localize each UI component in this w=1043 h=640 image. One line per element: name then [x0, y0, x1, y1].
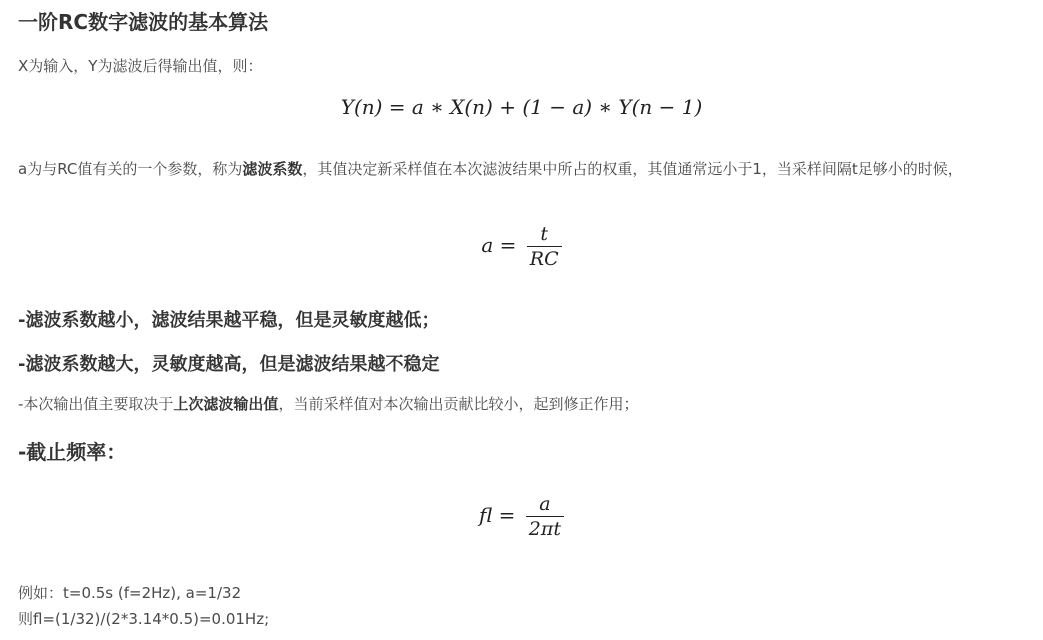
fraction-denominator: RC [529, 248, 559, 270]
coefficient-text-after: ，其值决定新采样值在本次滤波结果中所占的权重，其值通常远小于1，当采样间隔t足够小的时候， [302, 160, 963, 178]
cutoff-numerator: a [526, 492, 564, 517]
coefficient-text-before: a为与RC值有关的一个参数，称为 [18, 160, 243, 178]
cutoff-fraction [526, 492, 564, 541]
large-coefficient-heading: -滤波系数越大，灵敏度越高，但是滤波结果越不稳定 [18, 354, 440, 375]
recurrence-formula: Y(n) = a ∗ X(n) + (1 − a) ∗ Y(n − 1) [340, 95, 703, 119]
example-line-1: 例如：t=0.5s (f=2Hz), a=1/32 [18, 584, 242, 602]
cutoff-formula-lhs: fl = [478, 503, 516, 527]
dependency-text-after: ，当前采样值对本次输出贡献比较小，起到修正作用； [278, 395, 639, 413]
example-line-2: 则fl=(1/32)/(2*3.14*0.5)=0.01Hz; [18, 610, 270, 628]
fraction-numerator: t [527, 222, 562, 247]
intro-paragraph: X为输入，Y为滤波后得输出值，则： [18, 57, 263, 75]
small-coefficient-heading: -滤波系数越小，滤波结果越平稳，但是灵敏度越低； [18, 310, 440, 331]
cutoff-denominator: 2πt [528, 518, 562, 540]
coefficient-fraction [527, 222, 562, 271]
dependency-term: 上次滤波输出值 [173, 395, 279, 413]
dependency-text-before: -本次输出值主要取决于 [18, 395, 174, 413]
coefficient-formula [0, 222, 1043, 271]
coefficient-formula-lhs: a = [481, 233, 517, 257]
article-title: 一阶RC数字滤波的基本算法 [18, 10, 269, 34]
cutoff-formula [0, 492, 1043, 541]
cutoff-frequency-heading: -截止频率： [18, 440, 127, 464]
coefficient-paragraph [18, 156, 1029, 182]
output-dependency-paragraph [18, 391, 1029, 417]
coefficient-term: 滤波系数 [242, 160, 303, 178]
